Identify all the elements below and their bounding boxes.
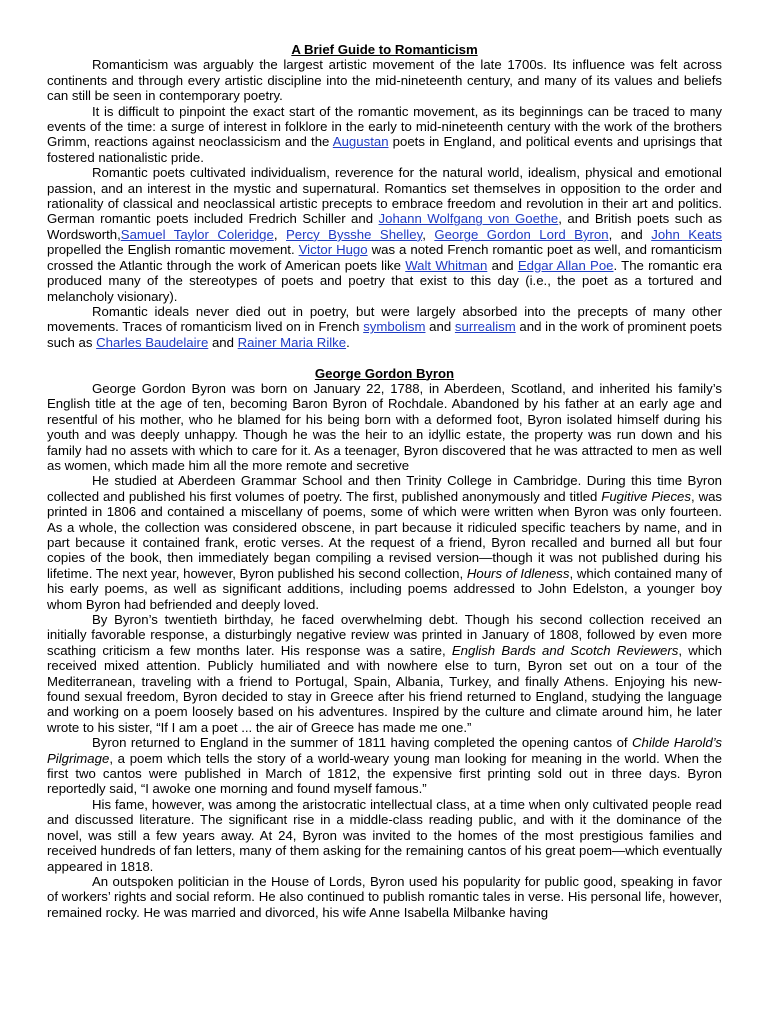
link-keats[interactable]: John Keats <box>651 226 723 242</box>
link-symbolism[interactable]: symbolism <box>363 319 426 335</box>
link-augustan[interactable]: Augustan <box>332 134 389 150</box>
link-whitman[interactable]: Walt Whitman <box>405 257 488 273</box>
byron-paragraph-6: An outspoken politician in the House of Lords, Byron used his popularity for public good, speaking in favor of workers’ rights and social reform. He also continued to publish romantic tales in verse. His personal life, however, remained rocky. He was married and divorced, his wife Anne Isabella Milbanke having <box>47 873 722 920</box>
link-goethe[interactable]: Johann Wolfgang von Goethe <box>378 211 559 227</box>
intro-paragraph-1: Romanticism was arguably the largest artistic movement of the late 1700s. Its influence was felt across continents and through every artistic discipline into the mid-nineteenth century, and many of its values and beliefs can still be seen in contemporary poetry. <box>47 57 722 104</box>
section-title: George Gordon Byron <box>314 365 455 381</box>
link-rilke[interactable]: Rainer Maria Rilke <box>237 334 347 350</box>
link-surrealism[interactable]: surrealism <box>454 319 516 335</box>
byron-paragraph-5: His fame, however, was among the aristocratic intellectual class, at a time when only cultivated people read and discussed literature. The significant rise in a middle-class reading public, and with it the dominance of the novel, was still a few years away. At 24, Byron was invited to the homes of the most prestigious families and received hundreds of fan letters, many of them asking for the remaining cantos of his great poem—which eventually appeared in 1818. <box>47 796 722 874</box>
byron-paragraph-3: By Byron’s twentieth birthday, he faced overwhelming debt. Though his second collection received an initially favorable response, a disturbingly negative review was printed in January of 1808, followed by even more scathing criticism a few months later. His response was a satire, English Bards and Scotch Reviewers, which received mixed attention. Publicly humiliated and with nowhere else to turn, Byron set out on a tour of the Mediterranean, traveling with a friend to Portugal, Spain, Albania, Turkey, and finally Athens. Enjoying his new-found sexual freedom, Byron decided to stay in Greece after his friend returned to England, studying the language and working on a poem loosely based on his adventures. Inspired by the culture and climate around him, he later wrote to his sister, “If I am a poet ... the air of Greece has made me one.” <box>47 612 722 735</box>
link-poe[interactable]: Edgar Allan Poe <box>517 257 614 273</box>
byron-paragraph-4: Byron returned to England in the summer of 1811 having completed the opening cantos of Childe Harold’s Pilgrimage, a poem which tells the story of a world-weary young man looking for meaning in the world. When the first two cantos were published in March of 1812, the expensive first printing sold out in three days. Byron reportedly said, “I awoke one morning and found myself famous.” <box>47 735 722 797</box>
link-coleridge[interactable]: Samuel Taylor Coleridge <box>120 226 274 242</box>
link-hugo[interactable]: Victor Hugo <box>298 242 368 258</box>
intro-paragraph-3: Romantic poets cultivated individualism, reverence for the natural world, idealism, physical and emotional passion, and an interest in the mystic and supernatural. Romantics set themselves in opposition to the order and rationality of classical and neoclassical artistic precepts to embrace freedom and revolution in their art and politics. German romantic poets included Fredrich Schiller and Johann Wolfgang von Goethe, and British poets such as Wordsworth,Samuel Taylor Coleridge, Percy Bysshe Shelley, George Gordon Lord Byron, and John Keats propelled the English romantic movement. Victor Hugo was a noted French romantic poet as well, and romanticism crossed the Atlantic through the work of American poets like Walt Whitman and Edgar Allan Poe. The romantic era produced many of the stereotypes of poets and poetry that exist to this day (i.e., the poet as a tortured and melancholy visionary). <box>47 165 723 304</box>
link-baudelaire[interactable]: Charles Baudelaire <box>96 334 209 350</box>
byron-paragraph-2: He studied at Aberdeen Grammar School and then Trinity College in Cambridge. During this time Byron collected and published his first volumes of poetry. The first, published anonymously and titled Fugitive Pieces, was printed in 1806 and contained a miscellany of poems, some of which were written when Byron was only fourteen. As a whole, the collection was considered obscene, in part because it ridiculed specific teachers by name, and in part because it contained frank, erotic verses. At the request of a friend, Byron recalled and burned all but four copies of the book, then immediately began compiling a revised version—though it was not published during his lifetime. The next year, however, Byron published his second collection, Hours of Idleness, which contained many of his early poems, as well as significant additions, including poems addressed to John Edelston, a younger boy whom Byron had befriended and deeply loved. <box>47 473 723 612</box>
intro-paragraph-2: It is difficult to pinpoint the exact start of the romantic movement, as its beginnings can be traced to many events of the time: a surge of interest in folklore in the early to mid-nineteenth century with the work of the brothers Grimm, reactions against neoclassicism and the Augustan poets in England, and political events and uprisings that fostered nationalistic pride. <box>47 103 722 165</box>
link-shelley[interactable]: Percy Bysshe Shelley <box>286 226 423 242</box>
byron-paragraph-1: George Gordon Byron was born on January 22, 1788, in Aberdeen, Scotland, and inherited his family’s English title at the age of ten, becoming Baron Byron of Rochdale. Abandoned by his father at an early age and resentful of his mother, who he blamed for his being born with a deformed foot, Byron isolated himself during his youth and was deeply unhappy. Though he was the heir to an idyllic estate, the property was run down and his family had no assets with which to care for it. As a teenager, Byron discovered that he was attracted to men as well as women, which made him all the more remote and secretive <box>47 380 722 473</box>
page-title: A Brief Guide to Romanticism <box>291 42 478 57</box>
link-byron[interactable]: George Gordon Lord Byron <box>434 226 609 242</box>
document-page <box>47 42 722 920</box>
intro-paragraph-4: Romantic ideals never died out in poetry, but were largely absorbed into the precepts of many other movements. Traces of romanticism lived on in French symbolism and surrealism and in the work of prominent poets such as Charles Baudelaire and Rainer Maria Rilke. <box>47 303 722 350</box>
